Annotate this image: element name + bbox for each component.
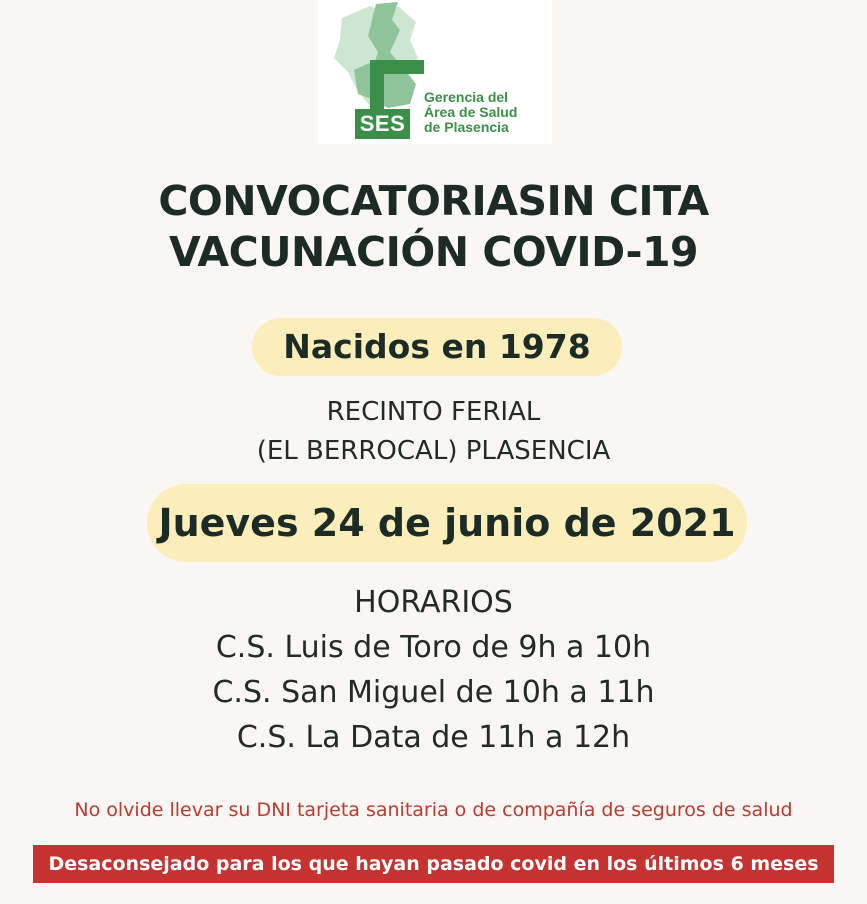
organization-name-line: Gerencia del bbox=[424, 89, 509, 105]
venue bbox=[0, 393, 867, 471]
organization-name bbox=[424, 90, 548, 135]
ses-abbreviation: SES bbox=[355, 109, 410, 139]
covid-warning-banner: Desaconsejado para los que hayan pasado covid en los últimos 6 meses bbox=[33, 845, 834, 883]
title-line-1: CONVOCATORIASIN CITA bbox=[158, 177, 709, 225]
schedule-item: C.S. Luis de Toro de 9h a 10h bbox=[215, 630, 652, 665]
title-line-2: VACUNACIÓN COVID-19 bbox=[168, 228, 699, 276]
birth-year-badge: Nacidos en 1978 bbox=[252, 318, 622, 376]
schedule-item: C.S. La Data de 11h a 12h bbox=[236, 720, 631, 755]
page-title bbox=[0, 176, 867, 278]
organization-name-line: Área de Salud bbox=[424, 104, 518, 120]
date-badge: Jueves 24 de junio de 2021 bbox=[147, 484, 747, 562]
venue-line-1: RECINTO FERIAL bbox=[326, 397, 541, 427]
organization-name-line: de Plasencia bbox=[424, 119, 509, 135]
schedule bbox=[0, 580, 867, 760]
ses-logo bbox=[318, 0, 552, 144]
id-reminder-notice: No olvide llevar su DNI tarjeta sanitaria o de compañía de seguros de salud bbox=[74, 799, 793, 821]
schedule-heading: HORARIOS bbox=[354, 585, 513, 620]
schedule-item: C.S. San Miguel de 10h a 11h bbox=[212, 675, 655, 710]
venue-line-2: (EL BERROCAL) PLASENCIA bbox=[256, 436, 611, 466]
